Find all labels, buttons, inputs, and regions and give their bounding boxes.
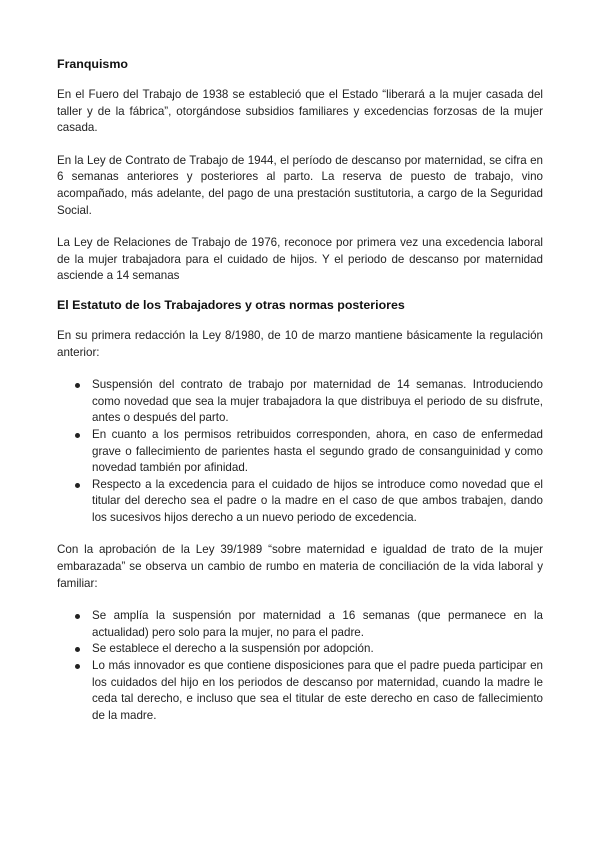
section-heading-estatuto: El Estatuto de los Trabajadores y otras normas posteriores	[57, 297, 405, 312]
list-item: Lo más innovador es que contiene disposiciones para que el padre pueda participar en los cuidados del hijo en los periodos de descanso por maternidad, cuando la madre le ceda tal derecho, e incluso que sea el titular de este derecho en caso de fallecimiento de la madre.	[92, 658, 543, 724]
list-item: Se amplía la suspensión por maternidad a 16 semanas (que permanece en la actualidad) pero solo para la mujer, no para el padre.	[92, 608, 543, 641]
section-heading-franquismo: Franquismo	[57, 57, 128, 71]
list-item: Se establece el derecho a la suspensión por adopción.	[92, 641, 543, 658]
bullet-list-1980	[57, 377, 543, 526]
paragraph-ley-39-1989: Con la aprobación de la Ley 39/1989 “sobre maternidad e igualdad de trato de la mujer embarazada” se observa un cambio de rumbo en materia de conciliación de la vida laboral y familiar:	[57, 543, 543, 590]
list-item: Respecto a la excedencia para el cuidado de hijos se introduce como novedad que el titular del derecho sea el padre o la madre en el caso de que ambos trabajen, dando los sucesivos hijos derecho a un nuevo periodo de excedencia.	[92, 477, 543, 527]
list-item: En cuanto a los permisos retribuidos corresponden, ahora, en caso de enfermedad grave o fallecimiento de parientes hasta el segundo grado de consanguinidad y como novedad también por afinidad.	[92, 427, 543, 477]
paragraph-fuero-trabajo: En el Fuero del Trabajo de 1938 se estableció que el Estado “liberará a la mujer casada del taller y de la fábrica”, otorgándose subsidios familiares y excedencias forzosas de la mujer casada.	[57, 88, 543, 135]
paragraph-ley-relaciones-1976: La Ley de Relaciones de Trabajo de 1976, reconoce por primera vez una excedencia laboral de la mujer trabajadora para el cuidado de hijos. Y el periodo de descanso por maternidad asciende a 14 semanas	[57, 236, 543, 283]
paragraph-ley-8-1980: En su primera redacción la Ley 8/1980, de 10 de marzo mantiene básicamente la regulación anterior:	[57, 328, 543, 359]
paragraph-ley-contrato-1944: En la Ley de Contrato de Trabajo de 1944, el período de descanso por maternidad, se cifra en 6 semanas anteriores y posteriores al parto. La reserva de puesto de trabajo, vino acompañado, más adelante, del pago de una prestación sustitutoria, a cargo de la Seguridad Social.	[57, 153, 543, 217]
document-page	[57, 56, 543, 724]
bullet-list-1989	[57, 608, 543, 724]
list-item: Suspensión del contrato de trabajo por maternidad de 14 semanas. Introduciendo como novedad que sea la mujer trabajadora la que distribuya el periodo de su disfrute, antes o después del parto.	[92, 377, 543, 427]
